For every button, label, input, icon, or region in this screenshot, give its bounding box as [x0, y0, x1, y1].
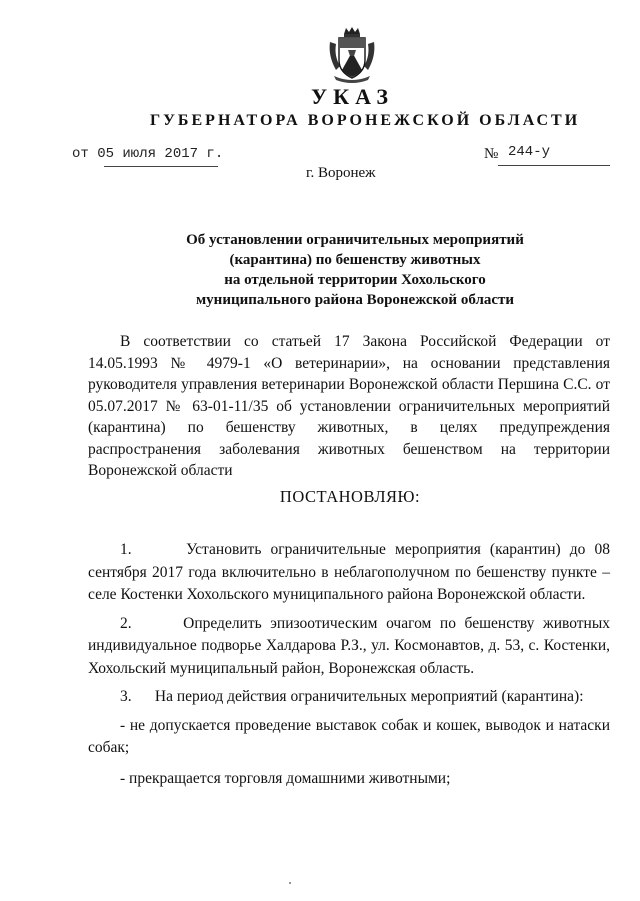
item-2 [88, 613, 610, 681]
subject-line: муниципального района Воронежской области [195, 292, 515, 308]
item-3 [88, 686, 610, 709]
subitem: - прекращается торговля домашними животными; [120, 769, 451, 787]
item-number: 1. [120, 541, 132, 558]
subitem: - не допускается проведение выставок собак и кошек, выводок и натаски собак; [88, 716, 610, 756]
coat-of-arms-icon [326, 26, 378, 84]
subject-line: (карантина) по бешенству животных [229, 252, 481, 268]
preamble-paragraph: В соответствии со статьей 17 Закона Российской Федерации от 14.05.1993 № 4979-1 «О ветеринарии», на основании представления руководителя управления ветеринарии Воронежской области Першина С.С. от 05.07.2017 № 63-01-11/35 об установлении ограничительных мероприятий (карантина) по бешенству животных, в целях предупреждения распространения заболевания животных бешенством на территории Воронежской области [88, 333, 610, 479]
number-underline [498, 165, 610, 166]
document-title: УКАЗ [310, 84, 395, 109]
item-number: 2. [120, 614, 132, 632]
subject-line: на отдельной территории Хохольского [224, 272, 486, 288]
document-subtitle: ГУБЕРНАТОРА ВОРОНЕЖСКОЙ ОБЛАСТИ [150, 112, 581, 129]
preamble-block [88, 331, 610, 482]
number-label: № [484, 146, 499, 162]
document-date: от 05 июля 2017 г. [72, 146, 224, 162]
subject-line: Об установлении ограничительных мероприятий [186, 232, 524, 248]
item-text: Определить эпизоотическим очагом по бешенству животных индивидуальное подворье Халдарова Р.З., ул. Космонавтов, д. 53, с. Костенки, Хохольский муниципальный район, Воронежская область. [88, 614, 610, 677]
item-text: На период действия ограничительных мероприятий (карантина): [154, 688, 584, 705]
item-number: 3. [120, 688, 132, 705]
item-1 [88, 539, 610, 607]
document-subject [120, 230, 590, 310]
resolve-heading: ПОСТАНОВЛЯЮ: [279, 487, 421, 506]
resolution-items [88, 539, 610, 790]
item-text: Установить ограничительные мероприятия (карантин) до 08 сентября 2017 года включительно в неблагополучном по бешенству пункте – селе Костенки Хохольского муниципального района Воронежской области. [88, 541, 611, 603]
scan-speck [289, 882, 291, 884]
city: г. Воронеж [306, 165, 376, 181]
document-number: 244-у [508, 144, 551, 160]
date-underline [104, 166, 218, 167]
